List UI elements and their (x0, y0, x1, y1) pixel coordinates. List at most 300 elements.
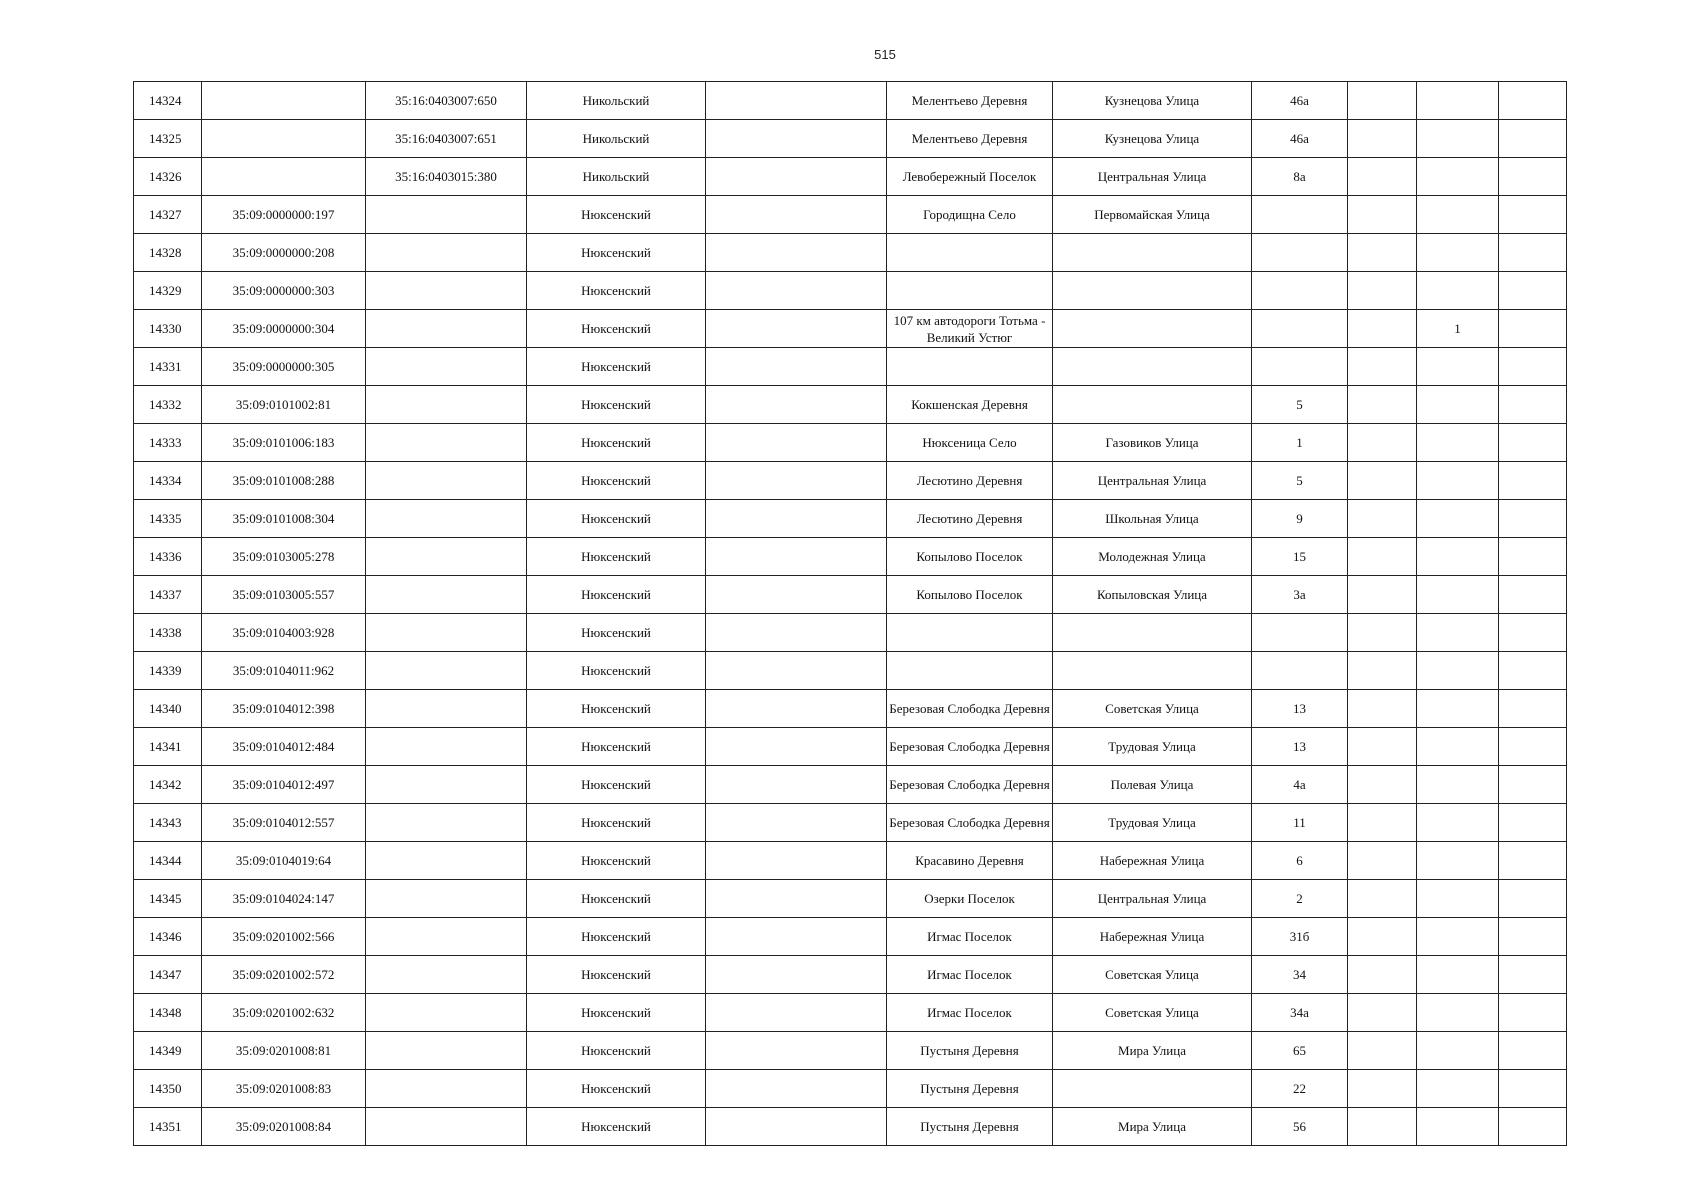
cadastral-number-cell: 35:09:0104012:557 (202, 804, 366, 842)
street-cell: Трудовая Улица (1053, 728, 1252, 766)
locality-cell: Игмас Поселок (887, 994, 1053, 1032)
locality-cell (887, 272, 1053, 310)
empty-cell (1348, 804, 1417, 842)
row-number-cell: 14349 (134, 1032, 202, 1070)
empty-cell (1499, 386, 1567, 424)
empty-cell (706, 1032, 887, 1070)
cadastral-number-alt-cell (366, 1070, 527, 1108)
locality-cell: Пустыня Деревня (887, 1108, 1053, 1146)
row-number-cell: 14338 (134, 614, 202, 652)
table-row (134, 500, 1567, 538)
row-number-cell: 14325 (134, 120, 202, 158)
street-cell (1053, 272, 1252, 310)
row-number-cell: 14335 (134, 500, 202, 538)
street-cell: Советская Улица (1053, 690, 1252, 728)
count-cell (1417, 1032, 1499, 1070)
count-cell (1417, 348, 1499, 386)
empty-cell (1499, 652, 1567, 690)
count-cell (1417, 538, 1499, 576)
cadastral-number-alt-cell (366, 538, 527, 576)
cadastral-number-cell: 35:09:0000000:208 (202, 234, 366, 272)
street-cell: Полевая Улица (1053, 766, 1252, 804)
empty-cell (1348, 158, 1417, 196)
row-number-cell: 14334 (134, 462, 202, 500)
district-cell: Нюксенский (527, 652, 706, 690)
count-cell (1417, 120, 1499, 158)
empty-cell (1348, 690, 1417, 728)
table-row (134, 386, 1567, 424)
house-number-cell: 15 (1252, 538, 1348, 576)
empty-cell (1348, 918, 1417, 956)
count-cell (1417, 196, 1499, 234)
empty-cell (1348, 842, 1417, 880)
district-cell: Нюксенский (527, 690, 706, 728)
table-row (134, 1108, 1567, 1146)
empty-cell (1499, 272, 1567, 310)
empty-cell (706, 386, 887, 424)
cadastral-number-alt-cell (366, 766, 527, 804)
table-row (134, 880, 1567, 918)
street-cell: Центральная Улица (1053, 158, 1252, 196)
cadastral-number-cell: 35:09:0201002:572 (202, 956, 366, 994)
cadastral-number-alt-cell (366, 1108, 527, 1146)
empty-cell (706, 1070, 887, 1108)
count-cell (1417, 272, 1499, 310)
count-cell (1417, 728, 1499, 766)
row-number-cell: 14328 (134, 234, 202, 272)
empty-cell (706, 766, 887, 804)
cadastral-number-alt-cell (366, 310, 527, 348)
locality-cell: Красавино Деревня (887, 842, 1053, 880)
cadastral-number-alt-cell (366, 614, 527, 652)
district-cell: Нюксенский (527, 614, 706, 652)
street-cell (1053, 386, 1252, 424)
count-cell (1417, 1070, 1499, 1108)
table-row (134, 804, 1567, 842)
cadastral-number-cell: 35:09:0104024:147 (202, 880, 366, 918)
table-row (134, 766, 1567, 804)
empty-cell (1499, 424, 1567, 462)
empty-cell (706, 880, 887, 918)
cadastral-number-cell: 35:09:0201008:81 (202, 1032, 366, 1070)
house-number-cell: 8а (1252, 158, 1348, 196)
empty-cell (706, 462, 887, 500)
cadastral-number-cell: 35:09:0104011:962 (202, 652, 366, 690)
street-cell: Молодежная Улица (1053, 538, 1252, 576)
house-number-cell: 1 (1252, 424, 1348, 462)
row-number-cell: 14351 (134, 1108, 202, 1146)
empty-cell (1499, 82, 1567, 120)
locality-cell: Березовая Слободка Деревня (887, 804, 1053, 842)
house-number-cell: 31б (1252, 918, 1348, 956)
district-cell: Нюксенский (527, 272, 706, 310)
empty-cell (1499, 918, 1567, 956)
street-cell: Центральная Улица (1053, 880, 1252, 918)
house-number-cell: 5 (1252, 386, 1348, 424)
table-row (134, 272, 1567, 310)
house-number-cell: 46а (1252, 82, 1348, 120)
district-cell: Нюксенский (527, 310, 706, 348)
cadastral-number-cell: 35:09:0104012:497 (202, 766, 366, 804)
empty-cell (706, 82, 887, 120)
empty-cell (1499, 500, 1567, 538)
cadastral-number-alt-cell (366, 424, 527, 462)
table-row (134, 614, 1567, 652)
empty-cell (706, 1108, 887, 1146)
table-row (134, 1070, 1567, 1108)
district-cell: Нюксенский (527, 424, 706, 462)
locality-cell: Березовая Слободка Деревня (887, 766, 1053, 804)
table-row (134, 994, 1567, 1032)
locality-cell (887, 348, 1053, 386)
table-row (134, 918, 1567, 956)
street-cell (1053, 310, 1252, 348)
locality-cell: Мелентьево Деревня (887, 82, 1053, 120)
empty-cell (1499, 576, 1567, 614)
empty-cell (706, 310, 887, 348)
empty-cell (1499, 1032, 1567, 1070)
row-number-cell: 14350 (134, 1070, 202, 1108)
cadastral-number-alt-cell (366, 842, 527, 880)
empty-cell (706, 120, 887, 158)
house-number-cell: 34а (1252, 994, 1348, 1032)
empty-cell (1348, 766, 1417, 804)
cadastral-number-cell: 35:09:0201008:84 (202, 1108, 366, 1146)
house-number-cell (1252, 196, 1348, 234)
cadastral-number-cell: 35:09:0101006:183 (202, 424, 366, 462)
cadastral-number-cell: 35:09:0201008:83 (202, 1070, 366, 1108)
locality-cell: Левобережный Поселок (887, 158, 1053, 196)
row-number-cell: 14337 (134, 576, 202, 614)
empty-cell (706, 196, 887, 234)
empty-cell (1348, 310, 1417, 348)
empty-cell (1499, 728, 1567, 766)
cadastral-number-cell: 35:09:0000000:197 (202, 196, 366, 234)
street-cell: Кузнецова Улица (1053, 82, 1252, 120)
cadastral-number-cell: 35:09:0104012:484 (202, 728, 366, 766)
empty-cell (706, 234, 887, 272)
table-row (134, 234, 1567, 272)
table-row (134, 310, 1567, 348)
district-cell: Нюксенский (527, 462, 706, 500)
cadastral-number-alt-cell (366, 690, 527, 728)
cadastral-number-alt-cell (366, 462, 527, 500)
table-row (134, 82, 1567, 120)
cadastral-number-cell (202, 158, 366, 196)
district-cell: Нюксенский (527, 842, 706, 880)
cadastral-number-alt-cell: 35:16:0403015:380 (366, 158, 527, 196)
empty-cell (1348, 1108, 1417, 1146)
table-row (134, 576, 1567, 614)
empty-cell (1499, 310, 1567, 348)
street-cell (1053, 234, 1252, 272)
table-row (134, 652, 1567, 690)
count-cell (1417, 82, 1499, 120)
row-number-cell: 14342 (134, 766, 202, 804)
street-cell: Первомайская Улица (1053, 196, 1252, 234)
house-number-cell: 34 (1252, 956, 1348, 994)
count-cell (1417, 690, 1499, 728)
row-number-cell: 14345 (134, 880, 202, 918)
locality-cell (887, 234, 1053, 272)
street-cell: Кузнецова Улица (1053, 120, 1252, 158)
house-number-cell: 13 (1252, 690, 1348, 728)
district-cell: Нюксенский (527, 994, 706, 1032)
cadastral-number-alt-cell (366, 1032, 527, 1070)
street-cell: Советская Улица (1053, 994, 1252, 1032)
house-number-cell: 56 (1252, 1108, 1348, 1146)
cadastral-number-alt-cell (366, 272, 527, 310)
page-number: 515 (874, 47, 896, 62)
table-row (134, 196, 1567, 234)
empty-cell (706, 158, 887, 196)
empty-cell (1499, 462, 1567, 500)
locality-cell: Озерки Поселок (887, 880, 1053, 918)
empty-cell (706, 348, 887, 386)
district-cell: Нюксенский (527, 196, 706, 234)
empty-cell (1348, 120, 1417, 158)
row-number-cell: 14326 (134, 158, 202, 196)
empty-cell (1499, 1070, 1567, 1108)
count-cell (1417, 804, 1499, 842)
cadastral-number-cell: 35:09:0000000:304 (202, 310, 366, 348)
empty-cell (1499, 994, 1567, 1032)
cadastral-number-alt-cell (366, 348, 527, 386)
row-number-cell: 14343 (134, 804, 202, 842)
row-number-cell: 14346 (134, 918, 202, 956)
locality-cell: Березовая Слободка Деревня (887, 690, 1053, 728)
street-cell (1053, 1070, 1252, 1108)
empty-cell (706, 994, 887, 1032)
count-cell (1417, 500, 1499, 538)
house-number-cell (1252, 272, 1348, 310)
street-cell: Набережная Улица (1053, 918, 1252, 956)
empty-cell (1499, 842, 1567, 880)
cadastral-number-alt-cell: 35:16:0403007:650 (366, 82, 527, 120)
district-cell: Никольский (527, 82, 706, 120)
cadastral-number-alt-cell (366, 994, 527, 1032)
district-cell: Нюксенский (527, 804, 706, 842)
district-cell: Нюксенский (527, 766, 706, 804)
count-cell (1417, 234, 1499, 272)
empty-cell (1348, 272, 1417, 310)
house-number-cell: 2 (1252, 880, 1348, 918)
house-number-cell: 6 (1252, 842, 1348, 880)
empty-cell (706, 956, 887, 994)
cadastral-number-cell: 35:09:0103005:278 (202, 538, 366, 576)
locality-cell: Игмас Поселок (887, 956, 1053, 994)
row-number-cell: 14329 (134, 272, 202, 310)
empty-cell (1348, 1032, 1417, 1070)
cadastral-number-cell: 35:09:0104003:928 (202, 614, 366, 652)
street-cell: Газовиков Улица (1053, 424, 1252, 462)
row-number-cell: 14330 (134, 310, 202, 348)
row-number-cell: 14348 (134, 994, 202, 1032)
empty-cell (1348, 462, 1417, 500)
empty-cell (706, 690, 887, 728)
cadastral-number-cell: 35:09:0104012:398 (202, 690, 366, 728)
table-row (134, 538, 1567, 576)
empty-cell (706, 614, 887, 652)
cadastral-number-cell (202, 120, 366, 158)
empty-cell (1348, 652, 1417, 690)
house-number-cell: 4а (1252, 766, 1348, 804)
district-cell: Никольский (527, 120, 706, 158)
house-number-cell (1252, 310, 1348, 348)
empty-cell (706, 538, 887, 576)
empty-cell (1348, 1070, 1417, 1108)
count-cell (1417, 424, 1499, 462)
cadastral-number-alt-cell (366, 918, 527, 956)
count-cell (1417, 652, 1499, 690)
district-cell: Нюксенский (527, 1108, 706, 1146)
house-number-cell: 46а (1252, 120, 1348, 158)
empty-cell (1499, 690, 1567, 728)
district-cell: Нюксенский (527, 500, 706, 538)
street-cell (1053, 652, 1252, 690)
locality-cell: Березовая Слободка Деревня (887, 728, 1053, 766)
empty-cell (1499, 158, 1567, 196)
district-cell: Нюксенский (527, 880, 706, 918)
house-number-cell (1252, 348, 1348, 386)
empty-cell (706, 272, 887, 310)
cadastral-number-alt-cell (366, 880, 527, 918)
cadastral-number-cell: 35:09:0000000:305 (202, 348, 366, 386)
house-number-cell: 65 (1252, 1032, 1348, 1070)
cadastral-number-alt-cell (366, 956, 527, 994)
locality-cell: Нюксеница Село (887, 424, 1053, 462)
row-number-cell: 14331 (134, 348, 202, 386)
count-cell (1417, 994, 1499, 1032)
empty-cell (706, 424, 887, 462)
cadastral-number-alt-cell (366, 652, 527, 690)
empty-cell (1348, 614, 1417, 652)
empty-cell (1499, 196, 1567, 234)
locality-cell: Кокшенская Деревня (887, 386, 1053, 424)
cadastral-number-cell (202, 82, 366, 120)
count-cell (1417, 766, 1499, 804)
empty-cell (1348, 348, 1417, 386)
cadastral-number-cell: 35:09:0000000:303 (202, 272, 366, 310)
count-cell (1417, 614, 1499, 652)
locality-cell: Лесютино Деревня (887, 462, 1053, 500)
district-cell: Нюксенский (527, 1070, 706, 1108)
locality-cell (887, 652, 1053, 690)
count-cell (1417, 918, 1499, 956)
cadastral-number-cell: 35:09:0103005:557 (202, 576, 366, 614)
house-number-cell (1252, 614, 1348, 652)
empty-cell (1348, 880, 1417, 918)
locality-cell: Пустыня Деревня (887, 1070, 1053, 1108)
cadastral-number-cell: 35:09:0101002:81 (202, 386, 366, 424)
street-cell: Трудовая Улица (1053, 804, 1252, 842)
count-cell (1417, 386, 1499, 424)
cadastral-number-cell: 35:09:0101008:304 (202, 500, 366, 538)
street-cell: Советская Улица (1053, 956, 1252, 994)
cadastral-number-alt-cell (366, 500, 527, 538)
district-cell: Нюксенский (527, 918, 706, 956)
empty-cell (1499, 348, 1567, 386)
count-cell (1417, 462, 1499, 500)
district-cell: Нюксенский (527, 576, 706, 614)
table-row (134, 728, 1567, 766)
locality-cell: Пустыня Деревня (887, 1032, 1053, 1070)
count-cell (1417, 1108, 1499, 1146)
house-number-cell: 3а (1252, 576, 1348, 614)
district-cell: Нюксенский (527, 1032, 706, 1070)
table-row (134, 956, 1567, 994)
district-cell: Нюксенский (527, 386, 706, 424)
house-number-cell: 22 (1252, 1070, 1348, 1108)
empty-cell (1499, 614, 1567, 652)
row-number-cell: 14339 (134, 652, 202, 690)
empty-cell (1348, 234, 1417, 272)
row-number-cell: 14341 (134, 728, 202, 766)
street-cell (1053, 614, 1252, 652)
street-cell: Мира Улица (1053, 1032, 1252, 1070)
empty-cell (706, 652, 887, 690)
empty-cell (1348, 538, 1417, 576)
district-cell: Нюксенский (527, 234, 706, 272)
empty-cell (1348, 728, 1417, 766)
count-cell (1417, 880, 1499, 918)
street-cell (1053, 348, 1252, 386)
table-row (134, 158, 1567, 196)
street-cell: Мира Улица (1053, 1108, 1252, 1146)
locality-cell (887, 614, 1053, 652)
empty-cell (1499, 234, 1567, 272)
cadastral-number-alt-cell (366, 728, 527, 766)
house-number-cell (1252, 234, 1348, 272)
empty-cell (706, 842, 887, 880)
house-number-cell: 5 (1252, 462, 1348, 500)
row-number-cell: 14324 (134, 82, 202, 120)
house-number-cell: 9 (1252, 500, 1348, 538)
empty-cell (1348, 424, 1417, 462)
cadastral-number-alt-cell (366, 576, 527, 614)
empty-cell (706, 804, 887, 842)
empty-cell (1348, 82, 1417, 120)
locality-cell: Лесютино Деревня (887, 500, 1053, 538)
house-number-cell (1252, 652, 1348, 690)
registry-table (133, 81, 1567, 1146)
district-cell: Нюксенский (527, 538, 706, 576)
house-number-cell: 11 (1252, 804, 1348, 842)
table-row (134, 690, 1567, 728)
district-cell: Нюксенский (527, 728, 706, 766)
row-number-cell: 14340 (134, 690, 202, 728)
locality-cell: Копылово Поселок (887, 576, 1053, 614)
empty-cell (1348, 994, 1417, 1032)
empty-cell (1499, 538, 1567, 576)
cadastral-number-cell: 35:09:0201002:566 (202, 918, 366, 956)
empty-cell (1499, 1108, 1567, 1146)
cadastral-number-alt-cell (366, 196, 527, 234)
count-cell: 1 (1417, 310, 1499, 348)
cadastral-number-cell: 35:09:0104019:64 (202, 842, 366, 880)
row-number-cell: 14333 (134, 424, 202, 462)
empty-cell (1499, 804, 1567, 842)
district-cell: Никольский (527, 158, 706, 196)
cadastral-number-alt-cell (366, 386, 527, 424)
count-cell (1417, 956, 1499, 994)
row-number-cell: 14347 (134, 956, 202, 994)
cadastral-number-cell: 35:09:0201002:632 (202, 994, 366, 1032)
table-row (134, 1032, 1567, 1070)
locality-cell: Игмас Поселок (887, 918, 1053, 956)
empty-cell (1348, 500, 1417, 538)
empty-cell (1499, 880, 1567, 918)
